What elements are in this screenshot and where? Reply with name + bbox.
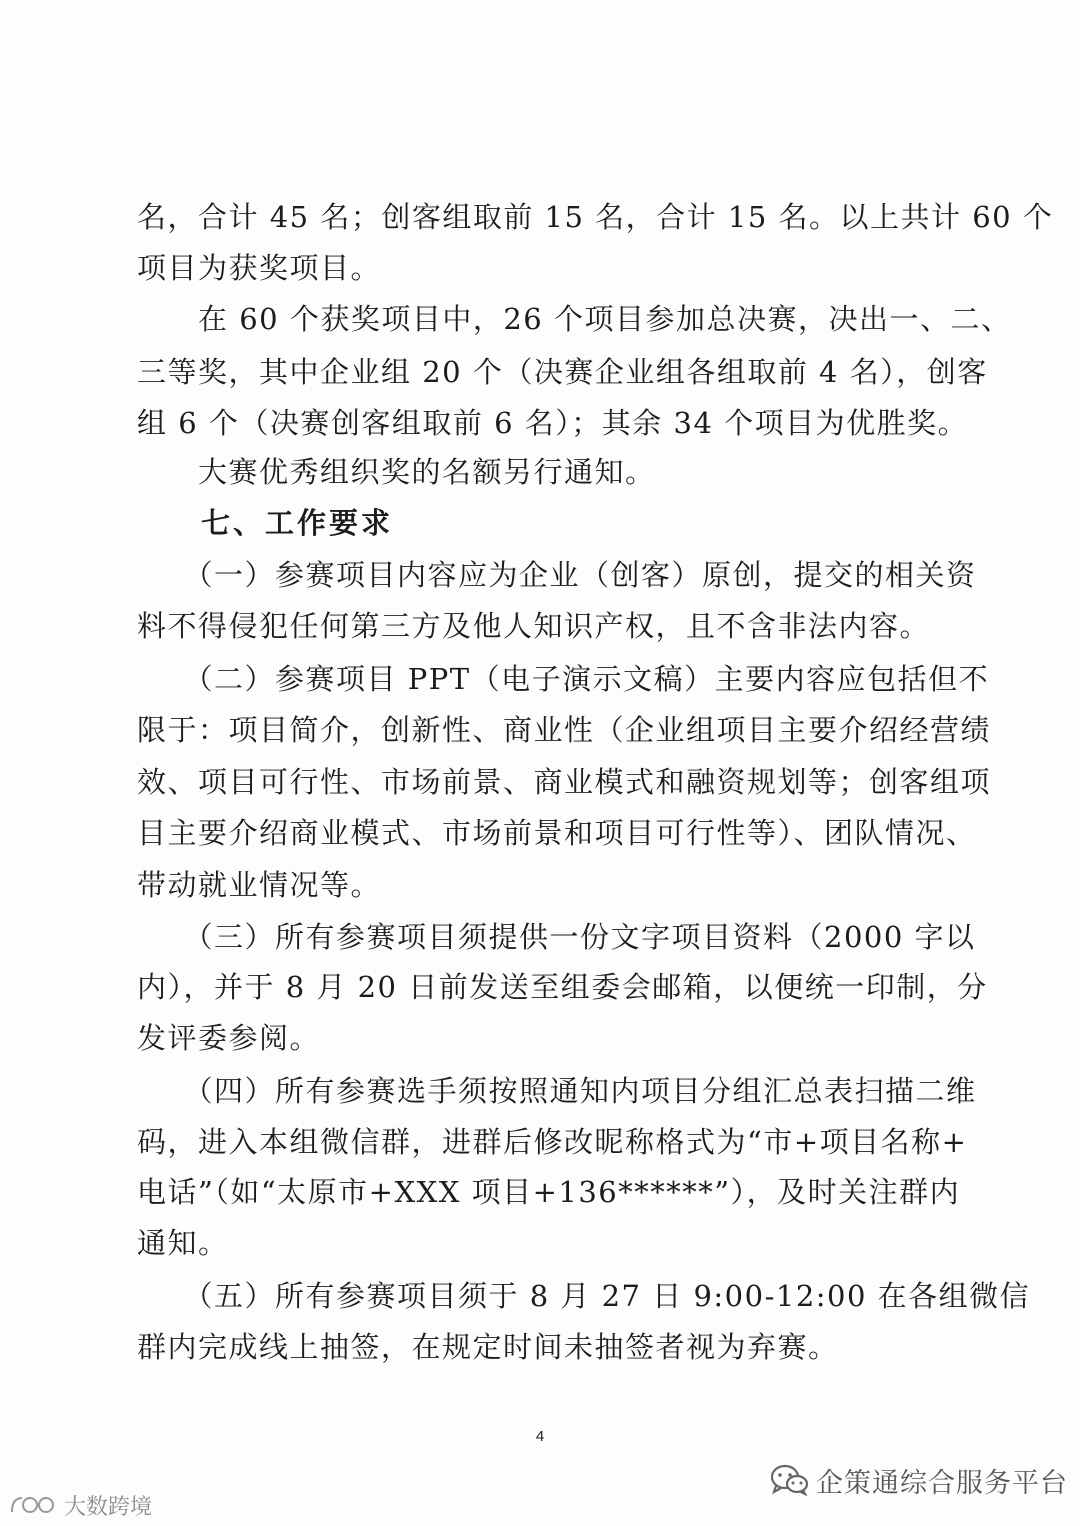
text-line-19: 码，进入本组微信群，进群后修改昵称格式为“市+项目名称+: [137, 1125, 968, 1159]
watermark-right-text: 企策通综合服务平台: [816, 1467, 1068, 1499]
text-line-2: 项目为获奖项目。: [137, 251, 382, 285]
text-line-17: 发评委参阅。: [137, 1021, 321, 1055]
text-line-4: 三等奖，其中企业组 20 个（决赛企业组各组取前 4 名），创客: [137, 355, 988, 389]
text-line-14: 带动就业情况等。: [137, 868, 382, 902]
text-line-20: 电话”（如“太原市+XXX 项目+136******”），及时关注群内: [137, 1175, 961, 1209]
text-line-8: （一）参赛项目内容应为企业（创客）原创，提交的相关资: [137, 558, 977, 592]
text-line-3: 在 60 个获奖项目中，26 个项目参加总决赛，决出一、二、: [137, 302, 1012, 336]
watermark-left-text: 大数跨境: [64, 1494, 153, 1520]
text-line-21: 通知。: [137, 1226, 229, 1260]
page-number: 4: [535, 1428, 545, 1445]
text-line-18: （四）所有参赛选手须按照通知内项目分组汇总表扫描二维: [137, 1074, 977, 1108]
wechat-watermark: [770, 1460, 1068, 1500]
text-line-15: （三）所有参赛项目须提供一份文字项目资料（2000 字以: [137, 920, 976, 954]
wechat-icon: [770, 1464, 810, 1496]
text-line-23: 群内完成线上抽签，在规定时间未抽签者视为弃赛。: [137, 1330, 839, 1364]
section-heading: 七、工作要求: [137, 506, 394, 540]
text-line-6: 大赛优秀组织奖的名额另行通知。: [137, 455, 656, 489]
text-line-9: 料不得侵犯任何第三方及他人知识产权，且不含非法内容。: [137, 609, 931, 643]
text-line-22: （五）所有参赛项目须于 8 月 27 日 9:00-12:00 在各组微信: [137, 1279, 1031, 1313]
text-line-1: 名，合计 45 名；创客组取前 15 名，合计 15 名。以上共计 60 个: [137, 200, 1054, 234]
text-line-10: （二）参赛项目 PPT（电子演示文稿）主要内容应包括但不: [137, 662, 990, 696]
text-line-11: 限于：项目简介，创新性、商业性（企业组项目主要介绍经营绩: [137, 713, 992, 747]
brand-logo-icon: [8, 1492, 60, 1518]
text-line-12: 效、项目可行性、市场前景、商业模式和融资规划等；创客组项: [137, 765, 992, 799]
bottom-left-watermark: [8, 1490, 152, 1520]
text-line-13: 目主要介绍商业模式、市场前景和项目可行性等）、团队情况、: [137, 816, 977, 850]
text-line-16: 内），并于 8 月 20 日前发送至组委会邮箱，以便统一印制，分: [137, 970, 988, 1004]
text-line-5: 组 6 个（决赛创客组取前 6 名）；其余 34 个项目为优胜奖。: [137, 406, 969, 440]
